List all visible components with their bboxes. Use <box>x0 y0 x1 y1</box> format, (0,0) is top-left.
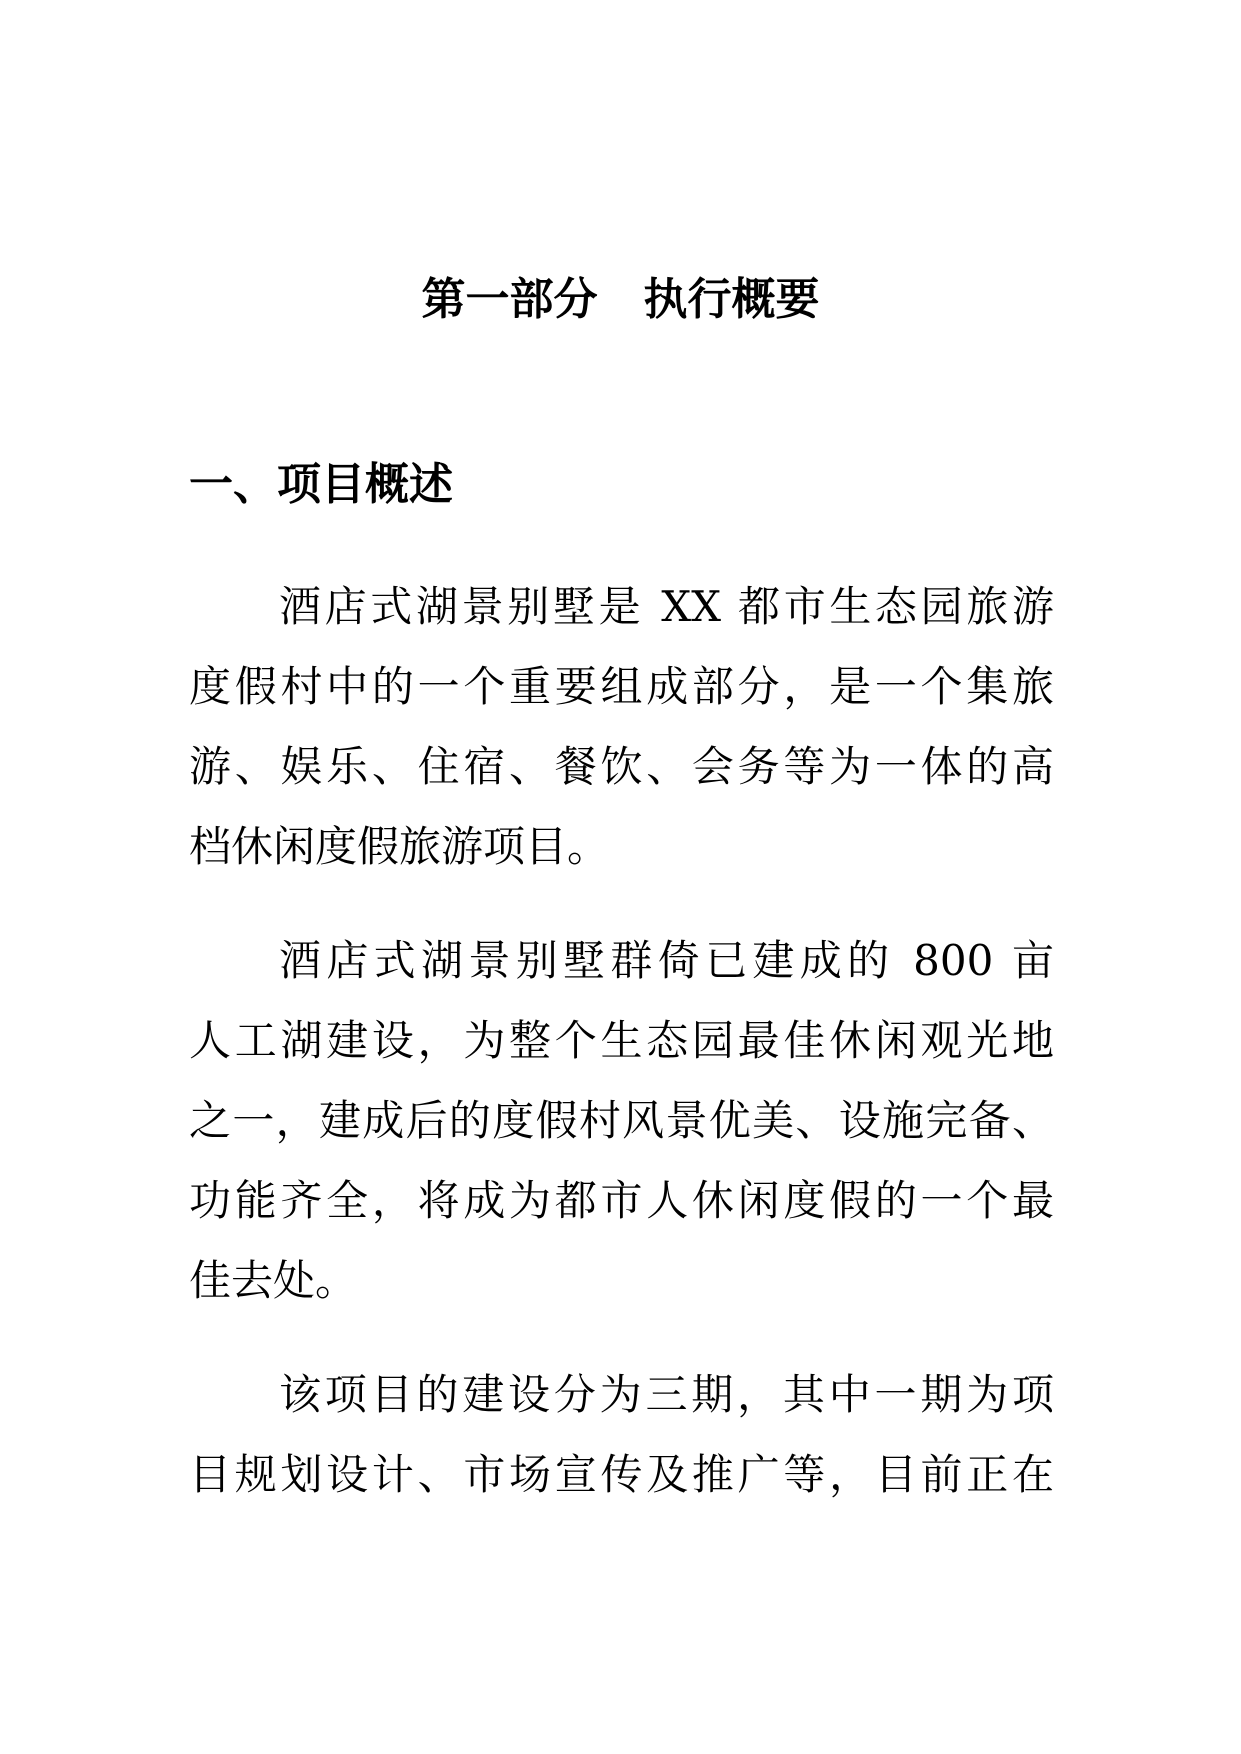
paragraph-3-line-1: 该项目的建设分为三期，其中一期为项 <box>279 1370 1054 1419</box>
paragraph-2-line-2: 人工湖建设，为整个生态园最佳休闲观光地 <box>189 1016 1054 1065</box>
paragraph-1-line-4: 档休闲度假旅游项目。 <box>189 822 610 871</box>
paragraph-2-line-5: 佳去处。 <box>189 1256 358 1305</box>
paragraph-3-line-2: 目规划设计、市场宣传及推广等，目前正在 <box>189 1450 1054 1499</box>
paragraph-2-line-1: 酒店式湖景别墅群倚已建成的 800 亩 <box>279 936 1054 985</box>
section-heading: 一、项目概述 <box>189 459 453 510</box>
paragraph-1-line-1: 酒店式湖景别墅是 XX 都市生态园旅游 <box>279 582 1054 631</box>
paragraph-1-line-2: 度假村中的一个重要组成部分，是一个集旅 <box>189 662 1054 711</box>
paragraph-2-line-3: 之一，建成后的度假村风景优美、设施完备、 <box>189 1096 1054 1145</box>
paragraph-1-line-3: 游、娱乐、住宿、餐饮、会务等为一体的高 <box>189 742 1054 791</box>
part-name: 执行概要 <box>643 274 820 325</box>
page-title <box>0 270 1241 330</box>
part-number: 第一部分 <box>421 274 598 325</box>
paragraph-2-line-4: 功能齐全，将成为都市人休闲度假的一个最 <box>189 1176 1054 1225</box>
